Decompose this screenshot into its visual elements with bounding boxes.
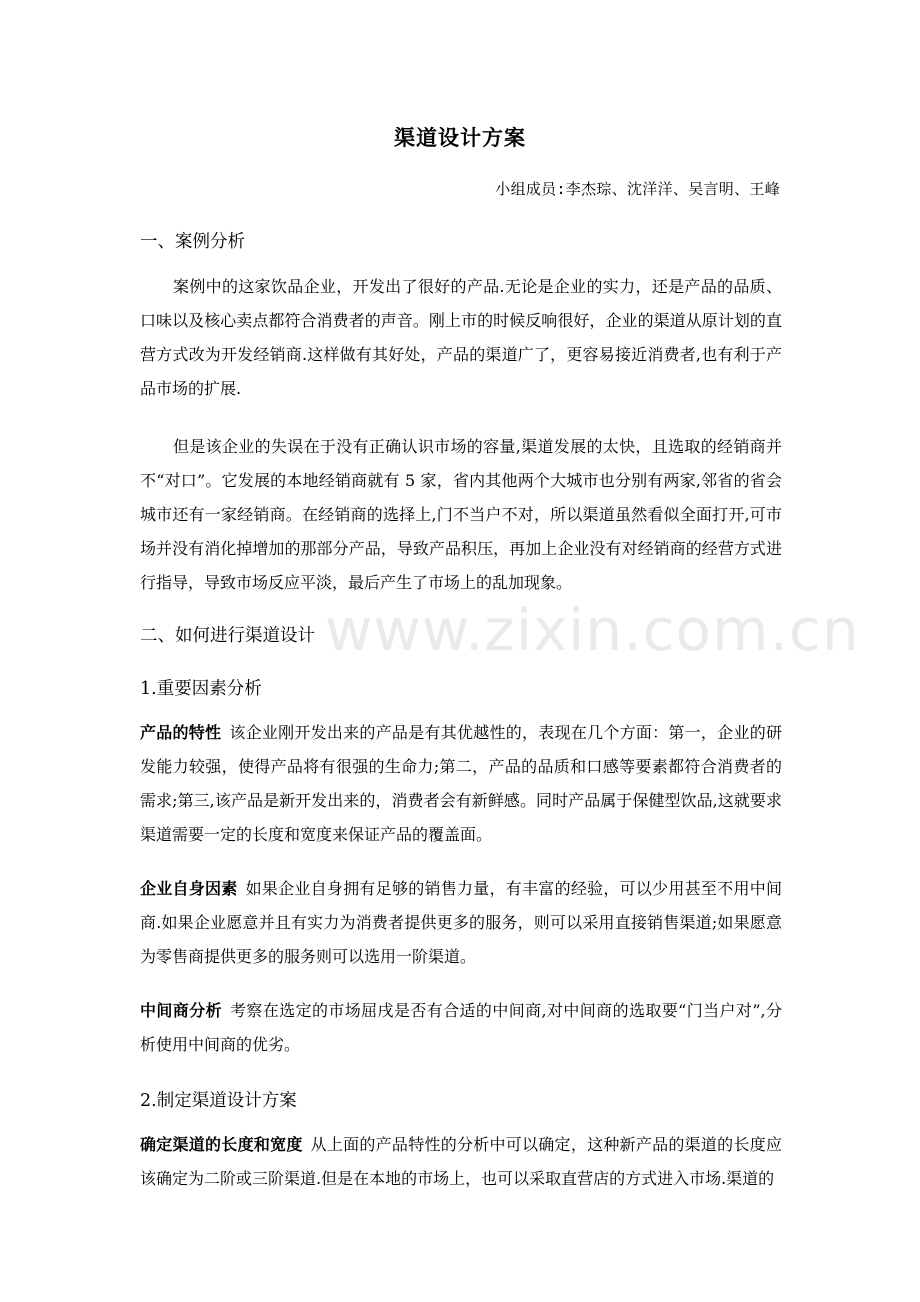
label-company-factors: 企业自身因素 xyxy=(140,879,238,898)
label-middleman-analysis: 中间商分析 xyxy=(140,1001,222,1020)
paragraph-channel-length-width xyxy=(140,1128,782,1196)
group-members: 小组成员:李杰琮、沈洋洋、吴言明、王峰 xyxy=(495,180,780,198)
paragraph-case-mistakes: 但是该企业的失误在于没有正确认识市场的容量,渠道发展的太快，且选取的经销商并不“对口”。它发展的本地经销商就有 5 家，省内其他两个大城市也分别有两家,邻省的省会城市还有一家经销商。在经销商的选择上,门不当户不对，所以渠道虽然看似全面打开,可市场并没有消化掉增加的那部分产品，导致产品积压，再加上企业没有对经销商的经营方式进行指导，导致市场反应平淡，最后产生了市场上的乱加现象。 xyxy=(140,437,782,592)
label-channel-length-width: 确定渠道的长度和宽度 xyxy=(140,1135,303,1154)
subheading-key-factors: 1.重要因素分析 xyxy=(140,679,262,699)
paragraph-product-features xyxy=(140,716,782,852)
watermark: www.zixin.com.cn xyxy=(325,596,860,664)
paragraph-company-factors xyxy=(140,872,782,974)
text-company-factors: 如果企业自身拥有足够的销售力量，有丰富的经验，可以少用甚至不用中间商.如果企业愿意并且有实力为消费者提供更多的服务，则可以采用直接销售渠道;如果愿意为零售商提供更多的服务则可以选用一阶渠道。 xyxy=(140,879,782,966)
subheading-design-plan: 2.制定渠道设计方案 xyxy=(140,1091,297,1111)
document-title: 渠道设计方案 xyxy=(394,126,526,150)
paragraph-case-intro: 案例中的这家饮品企业，开发出了很好的产品.无论是企业的实力，还是产品的品质、口味以及核心卖点都符合消费者的声音。刚上市的时候反响很好，企业的渠道从原计划的直营方式改为开发经销商.这样做有其好处，产品的渠道广了，更容易接近消费者,也有利于产品市场的扩展. xyxy=(140,277,782,398)
text-channel-length-width: 从上面的产品特性的分析中可以确定，这种新产品的渠道的长度应该确定为二阶或三阶渠道.但是在本地的市场上，也可以采取直营店的方式进入市场.渠道的 xyxy=(140,1135,782,1188)
label-product-features: 产品的特性 xyxy=(140,723,222,742)
paragraph-middleman-analysis xyxy=(140,994,782,1062)
text-middleman-analysis: 考察在选定的市场屈戌是否有合适的中间商,对中间商的选取要“门当户对”,分析使用中间商的优劣。 xyxy=(140,1001,782,1054)
section-heading-channel-design: 二、如何进行渠道设计 xyxy=(140,626,315,646)
section-heading-case-analysis: 一、案例分析 xyxy=(140,232,245,252)
text-product-features: 该企业刚开发出来的产品是有其优越性的，表现在几个方面：第一，企业的研发能力较强，使得产品将有很强的生命力;第二，产品的品质和口感等要素都符合消费者的需求;第三,该产品是新开发出来的，消费者会有新鲜感。同时产品属于保健型饮品,这就要求渠道需要一定的长度和宽度来保证产品的覆盖面。 xyxy=(140,723,782,844)
